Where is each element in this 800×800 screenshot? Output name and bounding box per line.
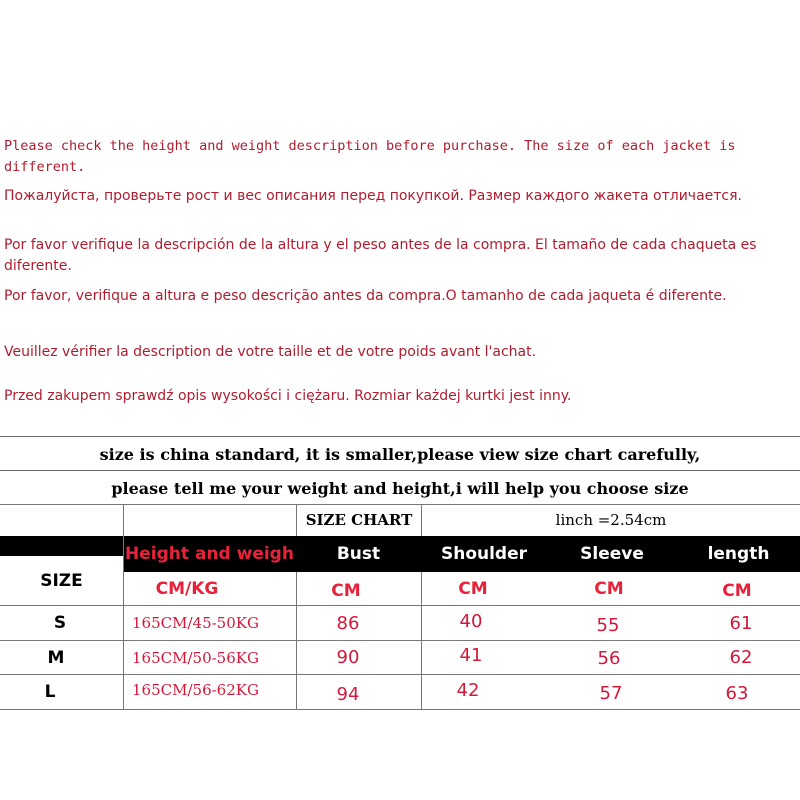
unit-shoulder: CM [458,578,488,599]
size-header: SIZE [0,556,123,605]
table-row-l-length: 63 [725,682,749,704]
header-bust: Bust [336,544,381,564]
unit-cm-kg: CM/KG [155,578,219,599]
table-row-m-height-weight: 165CM/50-56KG [132,648,259,667]
table-row-l-shoulder: 42 [456,679,480,701]
unit-sleeve: CM [594,578,624,599]
table-row-s-height-weight: 165CM/45-50KG [132,614,259,632]
note-polish: Przed zakupem sprawdź opis wysokości i ciężaru. Rozmiar każdej kurtki jest inny. [4,388,572,404]
size-chart [0,436,800,710]
note-spanish: Por favor verifique la descripción de la altura y el peso antes de la compra. El tamaño de cada chaqueta es diferente. [4,237,757,274]
table-row-m-bust: 90 [336,647,360,668]
table-row-m-sleeve: 56 [597,648,621,669]
unit-bust: CM [331,580,361,601]
table-row-s-length: 61 [729,612,753,634]
note-russian: Пожалуйста, проверьте рост и вес описания перед покупкой. Размер каждого жакета отличается. [4,188,742,204]
table-row-l-bust: 94 [336,683,360,705]
table-row-l-height-weight: 165CM/56-62KG [132,681,259,699]
table-row-l-sleeve: 57 [599,682,623,704]
table-row-s-bust: 86 [336,612,360,634]
table-row-m-size: M [47,647,65,668]
table-row-m-length: 62 [729,647,753,668]
table-row-s-sleeve: 55 [596,614,620,636]
inch-conversion: linch =2.54cm [555,511,667,529]
note-english: Please check the height and weight description before purchase. The size of each jacket is different. [4,138,736,175]
table-row-s-size: S [53,613,67,633]
size-chart-caption: SIZE CHART [305,511,413,529]
header-sleeve: Sleeve [580,544,644,564]
note-portuguese: Por favor, verifique a altura e peso descrição antes da compra.O tamanho de cada jaqueta é diferente. [4,288,727,304]
banner-line-2: please tell me your weight and height,i will help you choose size [0,470,800,505]
note-french: Veuillez vérifier la description de votre taille et de votre poids avant l'achat. [4,344,537,360]
table-row-m-shoulder: 41 [459,645,483,666]
unit-length: CM [722,580,752,601]
table-row-s-shoulder: 40 [459,610,483,632]
header-shoulder: Shoulder [440,544,528,564]
header-height-weight: Height and weigh [125,544,294,564]
size-table [0,504,800,710]
table-row-l-size: L [44,682,56,702]
banner-line-1: size is china standard, it is smaller,please view size chart carefully, [0,436,800,471]
header-length: length [707,544,770,564]
